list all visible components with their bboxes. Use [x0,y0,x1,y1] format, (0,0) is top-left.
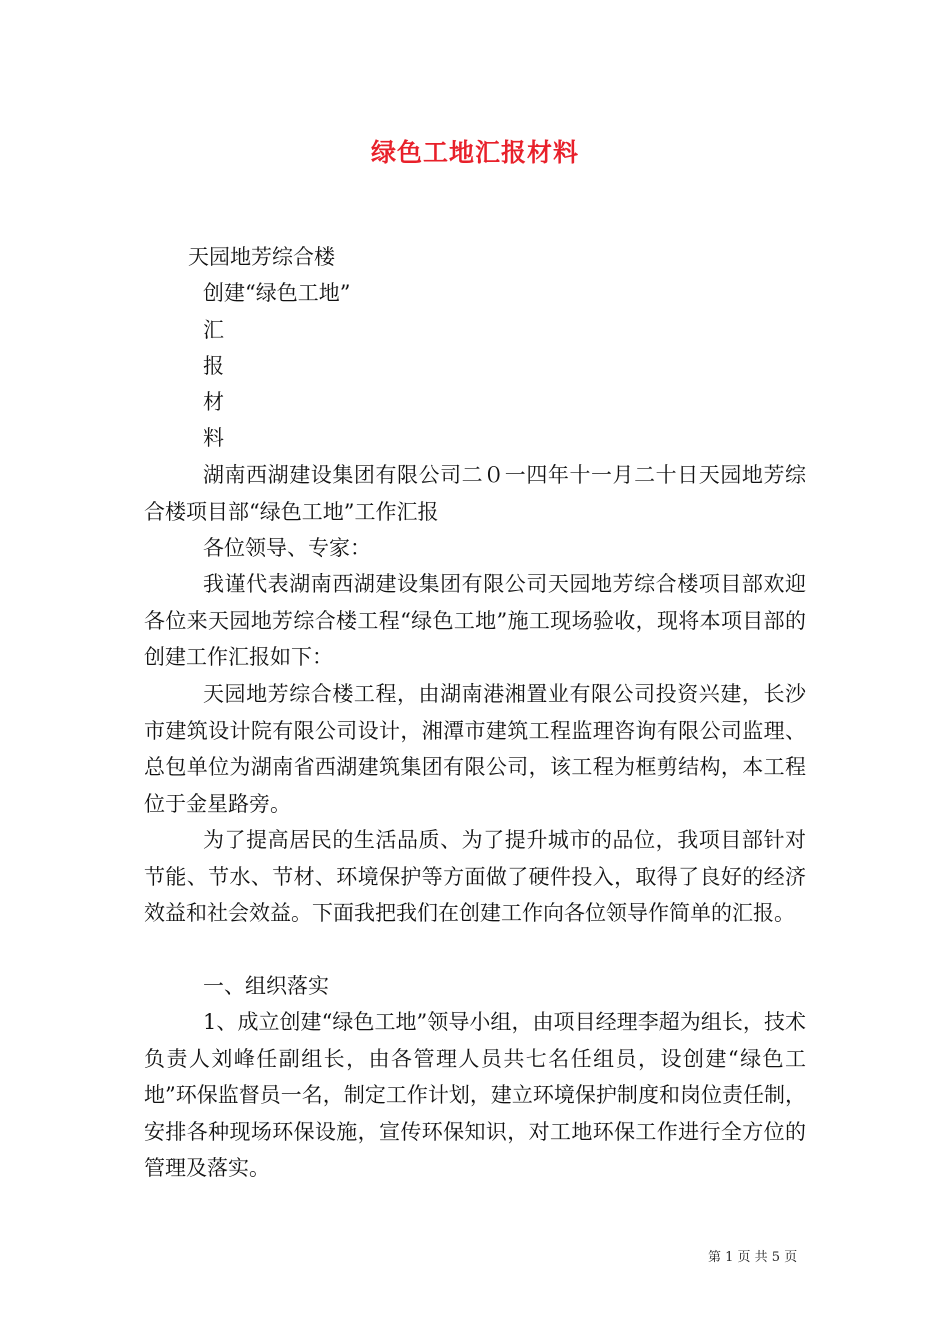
paragraph-purpose: 为了提高居民的生活品质、为了提升城市的品位，我项目部针对节能、节水、节材、环境保护等方面做了硬件投入，取得了良好的经济效益和社会效益。下面我把我们在创建工作向各位领导作简单的汇报。 [144,828,806,925]
cover-line-project: 天园地芳综合楼 [188,245,335,269]
section-heading-organization: 一、组织落实 [203,974,329,998]
cover-line-create: 创建“绿色工地” [203,281,351,305]
cover-line-liao: 料 [203,426,224,450]
cover-line-cai: 材 [203,390,224,414]
paragraph-salutation: 各位领导、专家： [203,536,371,560]
cover-line-hui: 汇 [203,318,224,342]
paragraph-project-overview: 天园地芳综合楼工程，由湖南港湘置业有限公司投资兴建，长沙市建筑设计院有限公司设计，湘潭市建筑工程监理咨询有限公司监理、总包单位为湖南省西湖建筑集团有限公司，该工程为框剪结构，本工程位于金星路旁。 [144,682,806,816]
paragraph-company-date: 湖南西湖建设集团有限公司二０一四年十一月二十日天园地芳综合楼项目部“绿色工地”工作汇报 [144,463,806,524]
cover-line-bao: 报 [203,354,224,378]
page-number-footer: 第 1 页 共 5 页 [708,1250,798,1265]
paragraph-leadership-group: 1、成立创建“绿色工地”领导小组，由项目经理李超为组长，技术负责人刘峰任副组长，由各管理人员共七名任组员，设创建“绿色工地”环保监督员一名，制定工作计划，建立环境保护制度和岗位责任制，安排各种现场环保设施，宣传环保知识，对工地环保工作进行全方位的管理及落实。 [144,1010,806,1180]
paragraph-welcome: 我谨代表湖南西湖建设集团有限公司天园地芳综合楼项目部欢迎各位来天园地芳综合楼工程“绿色工地”施工现场验收，现将本项目部的创建工作汇报如下： [144,572,806,669]
document-title: 绿色工地汇报材料 [370,138,579,167]
